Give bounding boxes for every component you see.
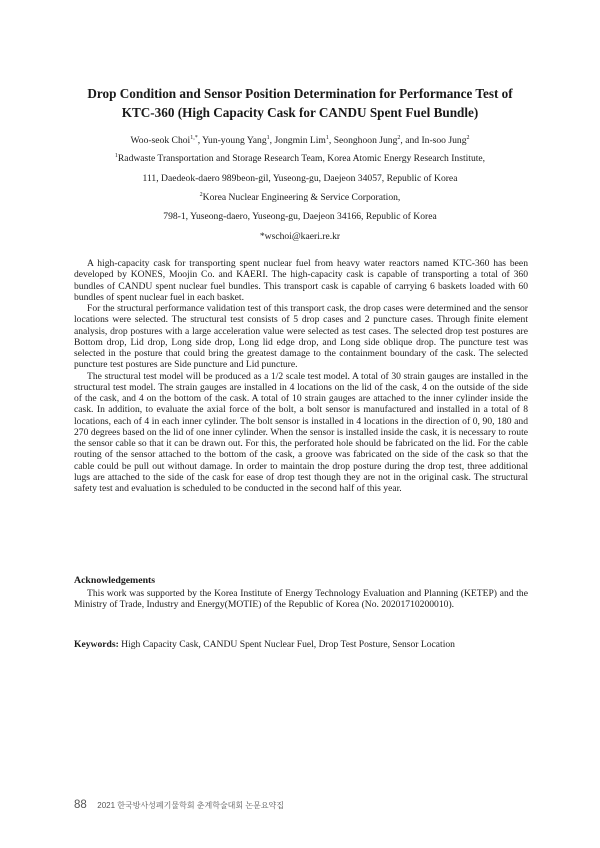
affiliation-text: Radwaste Transportation and Storage Research Team, Korea Atomic Energy Research Institute, <box>117 153 486 164</box>
author-name: Seonghoon Jung <box>333 135 398 146</box>
author-name: Yun-young Yang <box>202 135 267 146</box>
author-affiliation-mark: 1 <box>266 134 270 141</box>
abstract-body <box>74 258 528 494</box>
title-line-2: KTC-360 (High Capacity Cask for CANDU Spent Fuel Bundle) <box>121 105 479 120</box>
keywords-text: High Capacity Cask, CANDU Spent Nuclear Fuel, Drop Test Posture, Sensor Location <box>118 639 455 650</box>
page-footer <box>74 795 284 813</box>
affiliation-text: Korea Nuclear Engineering & Service Corporation, <box>202 192 401 203</box>
affiliation-2-line-1 <box>60 192 540 204</box>
abstract-paragraph-2: For the structural performance validation test of this transport cask, the drop cases were determined and the sensor locations were selected. The structural test consists of 5 drop cases and 2 puncture cases. Through finite element analysis, drop postures with a large acceleration value were selected as test cases. The selected drop test postures are Bottom drop, Lid drop, Long side drop, Long lid edge drop, and Long side oblique drop. The puncture test was selected in the posture that could bring the greatest damage to the containment boundary of the cask. The selected puncture test postures are Side puncture and Lid puncture. <box>74 303 528 371</box>
title-line-1: Drop Condition and Sensor Position Determination for Performance Test of <box>87 86 513 101</box>
acknowledgements-text: This work was supported by the Korea Institute of Energy Technology Evaluation and Planning (KETEP) and the Ministry of Trade, Industry and Energy(MOTIE) of the Republic of Korea (No. 20201710200010). <box>74 588 528 611</box>
keywords <box>74 639 528 651</box>
author-affiliation-mark: 1,* <box>190 134 198 141</box>
affiliation-1-line-1 <box>60 153 540 165</box>
keywords-label: Keywords: <box>74 639 119 650</box>
author-name: Jongmin Lim <box>274 135 326 146</box>
author-separator: , <box>328 135 334 146</box>
author-separator: , and <box>400 135 422 146</box>
affiliation-2-line-2: 798-1, Yuseong-daero, Yuseong-gu, Daejeon 34166, Republic of Korea <box>163 211 437 222</box>
conference-name: 2021 한국방사성폐기물학회 춘계학술대회 논문요약집 <box>97 801 285 810</box>
abstract-paragraph-1: A high-capacity cask for transporting spent nuclear fuel from heavy water reactors named KTC-360 has been developed by KONES, Moojin Co. and KAERI. The high-capacity cask is capable of transporting a total of 360 bundles of CANDU spent nuclear fuel bundles. This transport cask is capable of carrying 6 baskets loaded with 60 bundles of spent nuclear fuel in each basket. <box>74 258 528 303</box>
abstract-paragraph-3: The structural test model will be produced as a 1/2 scale test model. A total of 30 strain gauges are installed in the structural test model. The strain gauges are installed in 4 locations on the lid of the cask, 4 on the outside of the side of the cask, and 4 on the bottom of the cask. A total of 10 strain gauges are attached to the inner cylinder inside the cask. In addition, to evaluate the axial force of the bolt, a bolt sensor is manufactured and installed in a total of 8 locations, each of 4 in each inner cylinder. The bolt sensor is installed in 4 locations in the direction of 0, 90, 180 and 270 degrees based on the lid of one inner cylinder. When the sensor is installed inside the cask, it is necessary to route the sensor cable so that it can be drawn out. For this, the perforated hole should be fabricated on the lid. For the cable routing of the sensor attached to the bottom of the cask, a groove was fabricated on the side of the cask so that the cable could be pull out without damage. In order to maintain the drop posture during the drop test, three additional lugs are attached to the side of the cask for ease of drop test though they are not in the original cask. The structural safety test and evaluation is scheduled to be conducted in the second half of this year. <box>74 370 528 494</box>
affiliation-mark: 2 <box>199 191 203 198</box>
affiliation-1-line-2: 111, Daedeok-daero 989beon-gil, Yuseong-gu, Daejeon 34057, Republic of Korea <box>142 173 458 184</box>
author-affiliation-mark: 2 <box>466 134 470 141</box>
affiliation-mark: 1 <box>114 152 118 159</box>
paper-title <box>60 84 540 122</box>
author-name: In-soo Jung <box>421 135 467 146</box>
author-separator: , <box>269 135 275 146</box>
corresponding-email: *wschoi@kaeri.re.kr <box>259 231 341 242</box>
author-name: Woo-seok Choi <box>130 135 191 146</box>
author-affiliation-mark: 1 <box>325 134 329 141</box>
acknowledgements-heading: Acknowledgements <box>74 575 156 586</box>
page-number: 88 <box>74 799 87 811</box>
author-list <box>60 135 540 147</box>
author-affiliation-mark: 2 <box>397 134 401 141</box>
author-separator: , <box>197 135 203 146</box>
